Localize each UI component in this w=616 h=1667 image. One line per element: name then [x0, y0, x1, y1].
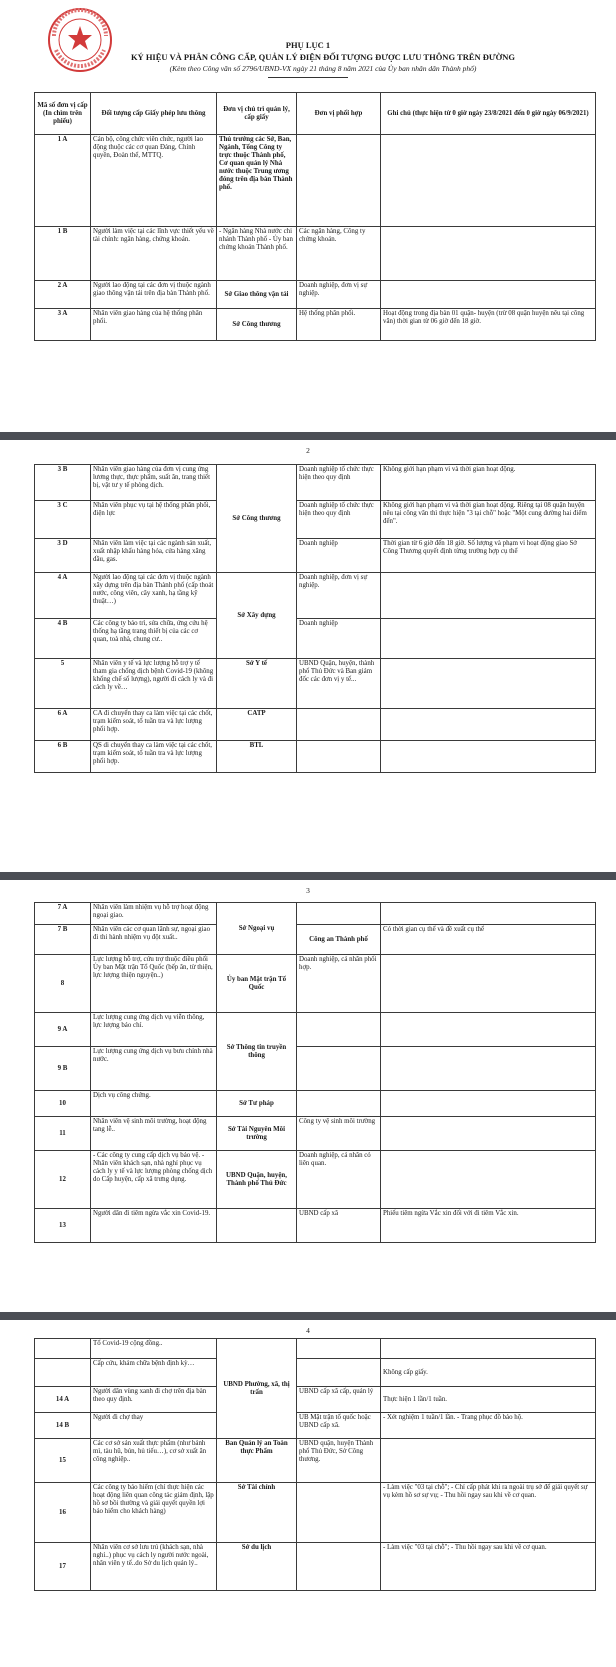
- header-lead-unit: Đơn vị chủ trì quản lý, cấp giấy: [217, 93, 297, 135]
- table-cell: [297, 903, 381, 925]
- table-cell: 5: [35, 659, 91, 709]
- table-cell: Có thời gian cụ thể và đề xuất cụ thể: [381, 925, 596, 955]
- table-cell: [297, 1543, 381, 1591]
- table-row: [35, 539, 596, 573]
- table-cell: [381, 659, 596, 709]
- lead-unit-xay-dung: Sở Xây dựng: [217, 573, 297, 659]
- table-cell: [381, 1339, 596, 1359]
- table-row: [35, 1117, 596, 1151]
- table-cell: - Làm việc "03 tại chỗ"; - Thu hồi ngay sau khi về cơ quan.: [381, 1543, 596, 1591]
- lead-unit-btl: BTL: [217, 741, 297, 773]
- table-row: [35, 1047, 596, 1091]
- table-cell: - Xét nghiệm 1 tuần/1 lần. - Trang phục đồ bảo hộ.: [381, 1413, 596, 1439]
- table-cell: 3 D: [35, 539, 91, 573]
- page-2: [0, 440, 616, 872]
- table-cell: Doanh nghiệp: [297, 539, 381, 573]
- page-number: 3: [306, 886, 310, 895]
- table-cell: Người làm việc tại các lĩnh vực thiết yếu về tài chính: ngân hàng, chứng khoán.: [91, 227, 217, 281]
- table-cell: Nhân viên phục vụ tại hệ thống phân phối, điện lực: [91, 501, 217, 539]
- table-cell: [381, 903, 596, 925]
- table-row: [35, 1483, 596, 1543]
- table-cell: [381, 135, 596, 227]
- table-cell: [381, 955, 596, 1013]
- table-cell: [381, 573, 596, 619]
- table-cell: 15: [35, 1439, 91, 1483]
- table-cell: 16: [35, 1483, 91, 1543]
- table-cell: UB Mặt trận tổ quốc hoặc UBND cấp xã.: [297, 1413, 381, 1439]
- lead-unit-ubnd-phuong: UBND Phường, xã, thị trấn: [217, 1339, 297, 1439]
- table-cell: Nhân viên giao hàng của đơn vị cung ứng lương thực, thực phẩm, suất ăn, trang thiết bị, vật tư y tế phòng dịch.: [91, 465, 217, 501]
- table-cell: [297, 1359, 381, 1387]
- table-cell: UBND quận, huyện Thành phố Thủ Đức, Sở Công thương.: [297, 1439, 381, 1483]
- table-cell: 3 A: [35, 309, 91, 341]
- table-cell: Nhân viên vệ sinh môi trường, hoạt động tang lễ..: [91, 1117, 217, 1151]
- table-cell: 10: [35, 1091, 91, 1117]
- table-cell: [381, 1117, 596, 1151]
- table-cell: [381, 1439, 596, 1483]
- table-cell: Doanh nghiệp tổ chức thực hiện theo quy định: [297, 501, 381, 539]
- table-cell: 6 A: [35, 709, 91, 741]
- table-cell: Sở du lịch: [217, 1543, 297, 1591]
- table-cell: Người đi chợ thay: [91, 1413, 217, 1439]
- table-cell: Hệ thống phân phối.: [297, 309, 381, 341]
- table-cell: 4 A: [35, 573, 91, 619]
- table-cell: [297, 1339, 381, 1359]
- table-row: [35, 281, 596, 309]
- table-cell: Tổ Covid-19 cộng đồng..: [91, 1339, 217, 1359]
- table-cell: [381, 741, 596, 773]
- page-1: [0, 0, 616, 432]
- table-cell: [381, 281, 596, 309]
- table-cell: Công ty vệ sinh môi trường: [297, 1117, 381, 1151]
- table-cell: 2 A: [35, 281, 91, 309]
- table-cell: Không giới hạn phạm vi và thời gian hoạt động.: [381, 465, 596, 501]
- table-cell: - Làm việc "03 tại chỗ"; - Chỉ cấp phát khi ra ngoài trụ sở để giải quyết sự vụ kèm hồ sơ sự vụ; - Thu hồi ngay sau khi về cơ quan.: [381, 1483, 596, 1543]
- table-row: [35, 955, 596, 1013]
- table-cell: [381, 227, 596, 281]
- table-cell: Nhân viên các cơ quan lãnh sự, ngoại giao đi thi hành nhiệm vụ đột xuất..: [91, 925, 217, 955]
- table-cell: 17: [35, 1543, 91, 1591]
- table-page-3: [34, 902, 596, 1243]
- table-cell: [297, 1483, 381, 1543]
- table-cell: [297, 709, 381, 741]
- table-cell: Phiếu tiêm ngừa Vắc xin đối với đi tiêm Vắc xin.: [381, 1209, 596, 1243]
- table-cell: Doanh nghiệp, đơn vị sự nghiệp.: [297, 573, 381, 619]
- table-cell: UBND Quận, huyện, thành phố Thủ Đức và Ban giám đốc các đơn vị y tế...: [297, 659, 381, 709]
- table-cell: Sở Tài chính: [217, 1483, 297, 1543]
- table-cell: Doanh nghiệp, cá nhân phối hợp.: [297, 955, 381, 1013]
- table-cell: 7 B: [35, 925, 91, 955]
- table-cell: 9 B: [35, 1047, 91, 1091]
- table-cell: Lực lượng hỗ trợ, cứu trợ thuộc điều phối Ủy ban Mặt trận Tổ Quốc (bếp ăn, từ thiện, lực lượng thiện nguyện..): [91, 955, 217, 1013]
- table-cell: [381, 1047, 596, 1091]
- table-cell: Lực lượng cung ứng dịch vụ viễn thông, lực lượng báo chí.: [91, 1013, 217, 1047]
- lead-unit-tu-phap: Sở Tư pháp: [217, 1091, 297, 1117]
- lead-unit-ubnd-quan: UBND Quận, huyện, Thành phố Thủ Đức: [217, 1151, 297, 1209]
- table-row: [35, 1439, 596, 1483]
- table-cell: 8: [35, 955, 91, 1013]
- table-row: [35, 1413, 596, 1439]
- table-cell: 6 B: [35, 741, 91, 773]
- page-separator: [0, 432, 616, 440]
- lead-unit-tttt: Sở Thông tin truyền thông: [217, 1013, 297, 1091]
- table-cell: Cán bộ, công chức viên chức, người lao động thuộc các cơ quan Đảng, Chính quyền, Đoàn thể, MTTQ.: [91, 135, 217, 227]
- table-cell: Các cơ sở sản xuất thực phẩm (như bánh mì, tàu hũ, bún, hủ tiếu…), cơ sở xuất ăn công nghiệp..: [91, 1439, 217, 1483]
- page-separator: [0, 872, 616, 880]
- table-cell: Thủ trưởng các Sở, Ban, Ngành, Tổng Công ty trực thuộc Thành phố, Cơ quan quản lý Nhà nước thuộc Trung ương đóng trên địa bàn Thành phố.: [217, 135, 297, 227]
- table-cell: Người lao động tại các đơn vị thuộc ngành giao thông vận tải trên địa bàn Thành phố.: [91, 281, 217, 309]
- lead-unit-tnmt: Sở Tài Nguyên Môi trường: [217, 1117, 297, 1151]
- table-cell: Sở Giao thông vận tải: [217, 281, 297, 309]
- table-cell: [297, 1047, 381, 1091]
- table-cell: Nhân viên làm nhiệm vụ hỗ trợ hoạt động ngoại giao.: [91, 903, 217, 925]
- table-cell: Nhân viên giao hàng của hệ thống phân phối.: [91, 309, 217, 341]
- header-coordinating-unit: Đơn vị phối hợp: [297, 93, 381, 135]
- table-page-4: [34, 1338, 596, 1591]
- table-cell: Lực lượng cung ứng dịch vụ bưu chính nhà nước.: [91, 1047, 217, 1091]
- table-cell: Các công ty bảo hiểm (chỉ thực hiện các hoạt động liên quan công tác giám định, lập hồ sơ bồi thường và giải quyết quyền lợi bảo hiểm cho khách hàng): [91, 1483, 217, 1543]
- table-cell: Các công ty bảo trì, sửa chữa, ứng cứu hệ thống hạ tầng trang thiết bị của các cơ quan, toà nhà, chung cư..: [91, 619, 217, 659]
- page-number: 4: [306, 1326, 310, 1335]
- table-cell: Doanh nghiệp, cá nhân có liên quan.: [297, 1151, 381, 1209]
- table-cell: - Ngân hàng Nhà nước chi nhánh Thành phố - Ủy ban chứng khoán Thành phố.: [217, 227, 297, 281]
- header-code: Mã số đơn vị cấp (In chìm trên phiếu): [35, 93, 91, 135]
- table-row: [35, 1013, 596, 1047]
- table-cell: Người lao động tại các đơn vị thuộc ngành xây dựng trên địa bàn Thành phố (cấp thoát nước, công viên, cây xanh, hạ tầng kỹ thuật…): [91, 573, 217, 619]
- table-row: [35, 741, 596, 773]
- table-cell: 3 B: [35, 465, 91, 501]
- table-cell: Nhân viên y tế và lực lượng hỗ trợ y tế tham gia chống dịch bệnh Covid-19 (không khống chế số lượng), người đi cách ly và đi cách ly về…: [91, 659, 217, 709]
- table-cell: Người dân vùng xanh đi chợ trên địa bàn theo quy định.: [91, 1387, 217, 1413]
- table-row: [35, 465, 596, 501]
- table-row: [35, 659, 596, 709]
- appendix-note: (Kèm theo Công văn số 2796/UBND-VX ngày 21 tháng 8 năm 2021 của Ủy ban nhân dân Thành phố): [169, 64, 477, 73]
- table-cell: 7 A: [35, 903, 91, 925]
- table-cell: 1 A: [35, 135, 91, 227]
- table-cell: [35, 1359, 91, 1387]
- table-row: [35, 1091, 596, 1117]
- appendix-subtitle: KÝ HIỆU VÀ PHÂN CÔNG CẤP, QUẢN LÝ ĐIỆN ĐỐI TƯỢNG ĐƯỢC LƯU THÔNG TRÊN ĐƯỜNG: [130, 52, 516, 62]
- table-cell: - Các công ty cung cấp dịch vụ bảo vệ. - Nhân viên khách sạn, nhà nghỉ phục vụ cách ly y tế và lực lượng phòng chống dịch do Cấp huyện, cấp xã trưng dụng.: [91, 1151, 217, 1209]
- table-cell: [381, 1091, 596, 1117]
- table-header-row: [35, 93, 596, 135]
- table-cell: Công an Thành phố: [297, 925, 381, 955]
- table-row: [35, 1359, 596, 1387]
- table-cell: CA đi chuyển thay ca làm việc tại các chốt, trạm kiểm soát, tổ tuần tra và lực lượng phối hợp.: [91, 709, 217, 741]
- table-cell: UBND cấp xã cấp, quản lý: [297, 1387, 381, 1413]
- table-row: [35, 1209, 596, 1243]
- table-cell: [381, 1151, 596, 1209]
- table-row: [35, 573, 596, 619]
- appendix-title: PHỤ LỤC 1: [285, 40, 331, 50]
- table-cell: [381, 619, 596, 659]
- lead-unit-cong-thuong: Sở Công thương: [217, 465, 297, 573]
- table-page-1: [34, 92, 596, 341]
- table-row: [35, 1339, 596, 1359]
- header-subject: Đối tượng cấp Giấy phép lưu thông: [91, 93, 217, 135]
- table-cell: [297, 1013, 381, 1047]
- table-row: [35, 1543, 596, 1591]
- table-cell: Người dân đi tiêm ngừa vắc xin Covid-19.: [91, 1209, 217, 1243]
- table-cell: [297, 741, 381, 773]
- table-cell: [381, 709, 596, 741]
- table-cell: Nhân viên làm việc tại các ngành sản xuất, xuất nhập khẩu hàng hóa, cửa hàng xăng dầu, gas.: [91, 539, 217, 573]
- table-cell: Doanh nghiệp: [297, 619, 381, 659]
- page-number: 2: [306, 446, 310, 455]
- table-cell: Thực hiện 1 lần/1 tuần.: [381, 1387, 596, 1413]
- table-cell: Sở Công thương: [217, 309, 297, 341]
- table-row: [35, 903, 596, 925]
- page-3: [0, 880, 616, 1312]
- table-row: [35, 135, 596, 227]
- table-row: [35, 925, 596, 955]
- table-cell: QS di chuyển thay ca làm việc tại các chốt, trạm kiểm soát, tổ tuần tra và lực lượng phối hợp.: [91, 741, 217, 773]
- divider: [268, 77, 348, 78]
- table-cell: 3 C: [35, 501, 91, 539]
- lead-unit-mttq: Ủy ban Mặt trận Tổ Quốc: [217, 955, 297, 1013]
- table-row: [35, 501, 596, 539]
- lead-unit-ngoai-vu: Sở Ngoại vụ: [217, 903, 297, 955]
- table-cell: Ban Quản lý an Toàn thực Phẩm: [217, 1439, 297, 1483]
- table-cell: [381, 1013, 596, 1047]
- table-cell: Dịch vụ công chứng.: [91, 1091, 217, 1117]
- table-cell: Không cấp giấy.: [381, 1359, 596, 1387]
- page-4: [0, 1320, 616, 1667]
- table-row: [35, 1151, 596, 1209]
- header-notes: Ghi chú (thực hiện từ 0 giờ ngày 23/8/2021 đến 0 giờ ngày 06/9/2021): [381, 93, 596, 135]
- table-cell: Nhân viên cơ sở lưu trú (khách sạn, nhà nghỉ..) phục vụ cách ly người nước ngoài, nhân viên y tế..do Sở du lịch quản lý..: [91, 1543, 217, 1591]
- table-cell: [217, 1209, 297, 1243]
- table-cell: 1 B: [35, 227, 91, 281]
- table-cell: [297, 135, 381, 227]
- table-cell: 11: [35, 1117, 91, 1151]
- table-cell: [35, 1339, 91, 1359]
- table-cell: Hoạt động trong địa bàn 01 quận- huyện (trừ 08 quận huyện nêu tại công văn) thời gian từ 06 giờ đến 18 giờ.: [381, 309, 596, 341]
- table-cell: UBND cấp xã: [297, 1209, 381, 1243]
- lead-unit-y-te: Sở Y tế: [217, 659, 297, 709]
- table-cell: 14 A: [35, 1387, 91, 1413]
- table-cell: Thời gian từ 6 giờ đến 18 giờ. Số lượng và phạm vi hoạt động giao Sở Công Thương quyết định từng trường hợp cụ thể: [381, 539, 596, 573]
- table-cell: 14 B: [35, 1413, 91, 1439]
- table-row: [35, 1387, 596, 1413]
- table-row: [35, 709, 596, 741]
- lead-unit-catp: CATP: [217, 709, 297, 741]
- table-cell: Các ngân hàng, Công ty chứng khoán.: [297, 227, 381, 281]
- table-row: [35, 619, 596, 659]
- table-row: [35, 309, 596, 341]
- table-cell: 13: [35, 1209, 91, 1243]
- table-cell: 9 A: [35, 1013, 91, 1047]
- table-cell: Doanh nghiệp, đơn vị sự nghiệp.: [297, 281, 381, 309]
- table-cell: Cấp cứu, khám chữa bệnh định kỳ…: [91, 1359, 217, 1387]
- table-cell: [297, 1091, 381, 1117]
- table-cell: Doanh nghiệp tổ chức thực hiện theo quy định: [297, 465, 381, 501]
- table-cell: 12: [35, 1151, 91, 1209]
- table-row: [35, 227, 596, 281]
- page-separator: [0, 1312, 616, 1320]
- table-page-2: [34, 464, 596, 773]
- table-cell: Không giới hạn phạm vi và thời gian hoạt động. Riêng tại 08 quận huyện nêu tại công văn thì thực hiện "3 tại chỗ" hoặc "Một cung đường hai điểm đến".: [381, 501, 596, 539]
- table-cell: 4 B: [35, 619, 91, 659]
